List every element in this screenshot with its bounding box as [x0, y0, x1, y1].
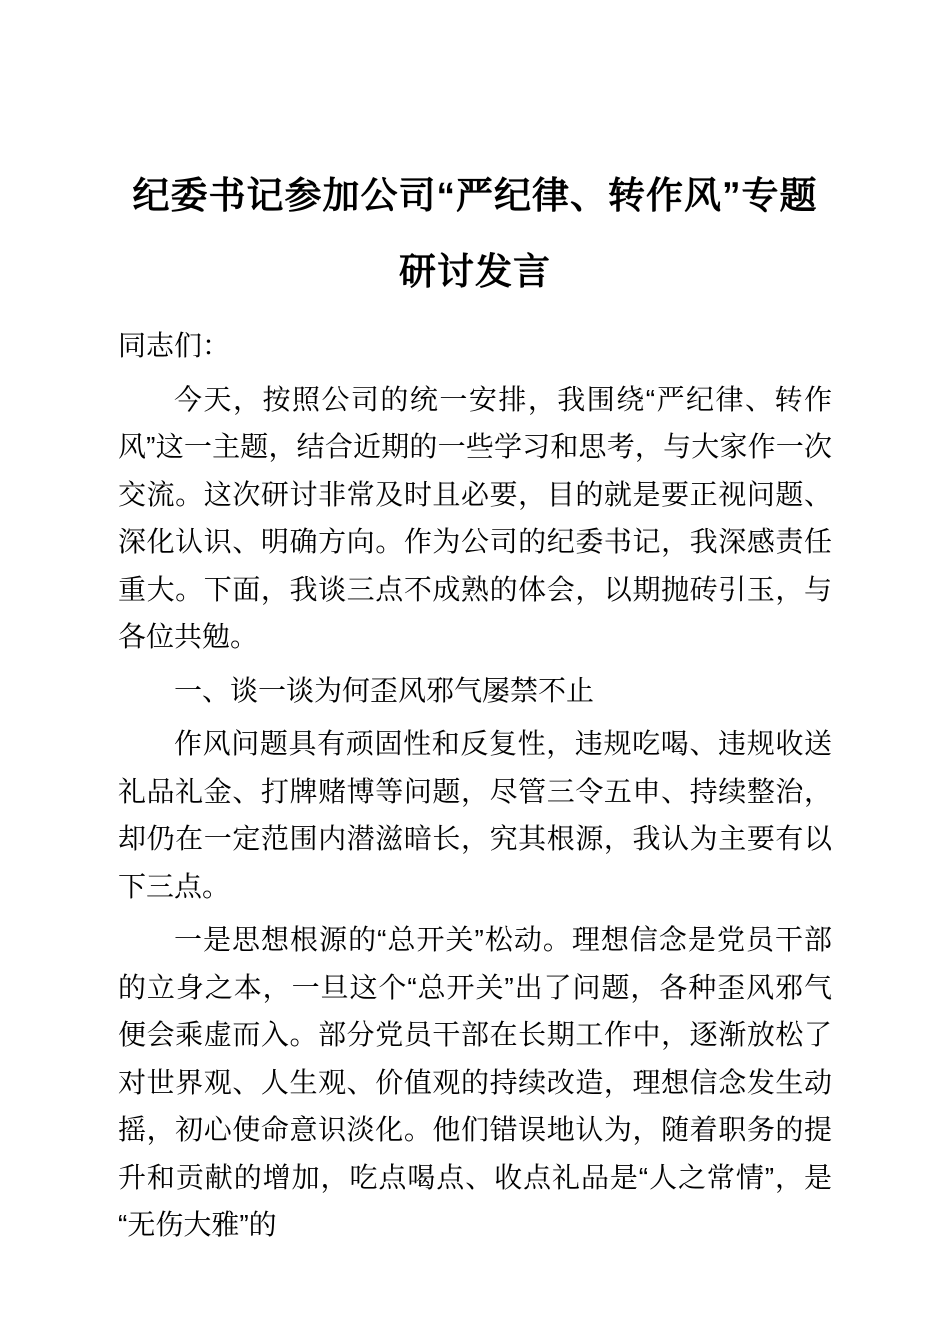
document-title [118, 158, 832, 310]
paragraph-intro: 今天，按照公司的统一安排，我围绕“严纪律、转作风”这一主题，结合近期的一些学习和思考，与大家作一次交流。这次研讨非常及时且必要，目的就是要正视问题、深化认识、明确方向。作为公司的纪委书记，我深感责任重大。下面，我谈三点不成熟的体会，以期抛砖引玉，与各位共勉。 [118, 383, 832, 652]
document-title-line-1: 纪委书记参加公司“严纪律、转作风”专题 [132, 175, 818, 216]
document-title-line-2: 研讨发言 [399, 251, 551, 292]
paragraph-section-body: 作风问题具有顽固性和反复性，违规吃喝、违规收送礼品礼金、打牌赌博等问题，尽管三令五申、持续整治，却仍在一定范围内潜滋暗长，究其根源，我认为主要有以下三点。 [118, 728, 832, 902]
paragraph-point-one: 一是思想根源的“总开关”松动。理想信念是党员干部的立身之本，一旦这个“总开关”出了问题，各种歪风邪气便会乘虚而入。部分党员干部在长期工作中，逐渐放松了对世界观、人生观、价值观的持续改造，理想信念发生动摇，初心使命意识淡化。他们错误地认为，随着职务的提升和贡献的增加，吃点喝点、收点礼品是“人之常情”，是“无伤大雅”的 [118, 924, 832, 1240]
paragraph-salutation: 同志们： [118, 330, 231, 361]
document-body [118, 322, 832, 1249]
paragraph-section-heading: 一、谈一谈为何歪风邪气屡禁不止 [174, 674, 595, 706]
